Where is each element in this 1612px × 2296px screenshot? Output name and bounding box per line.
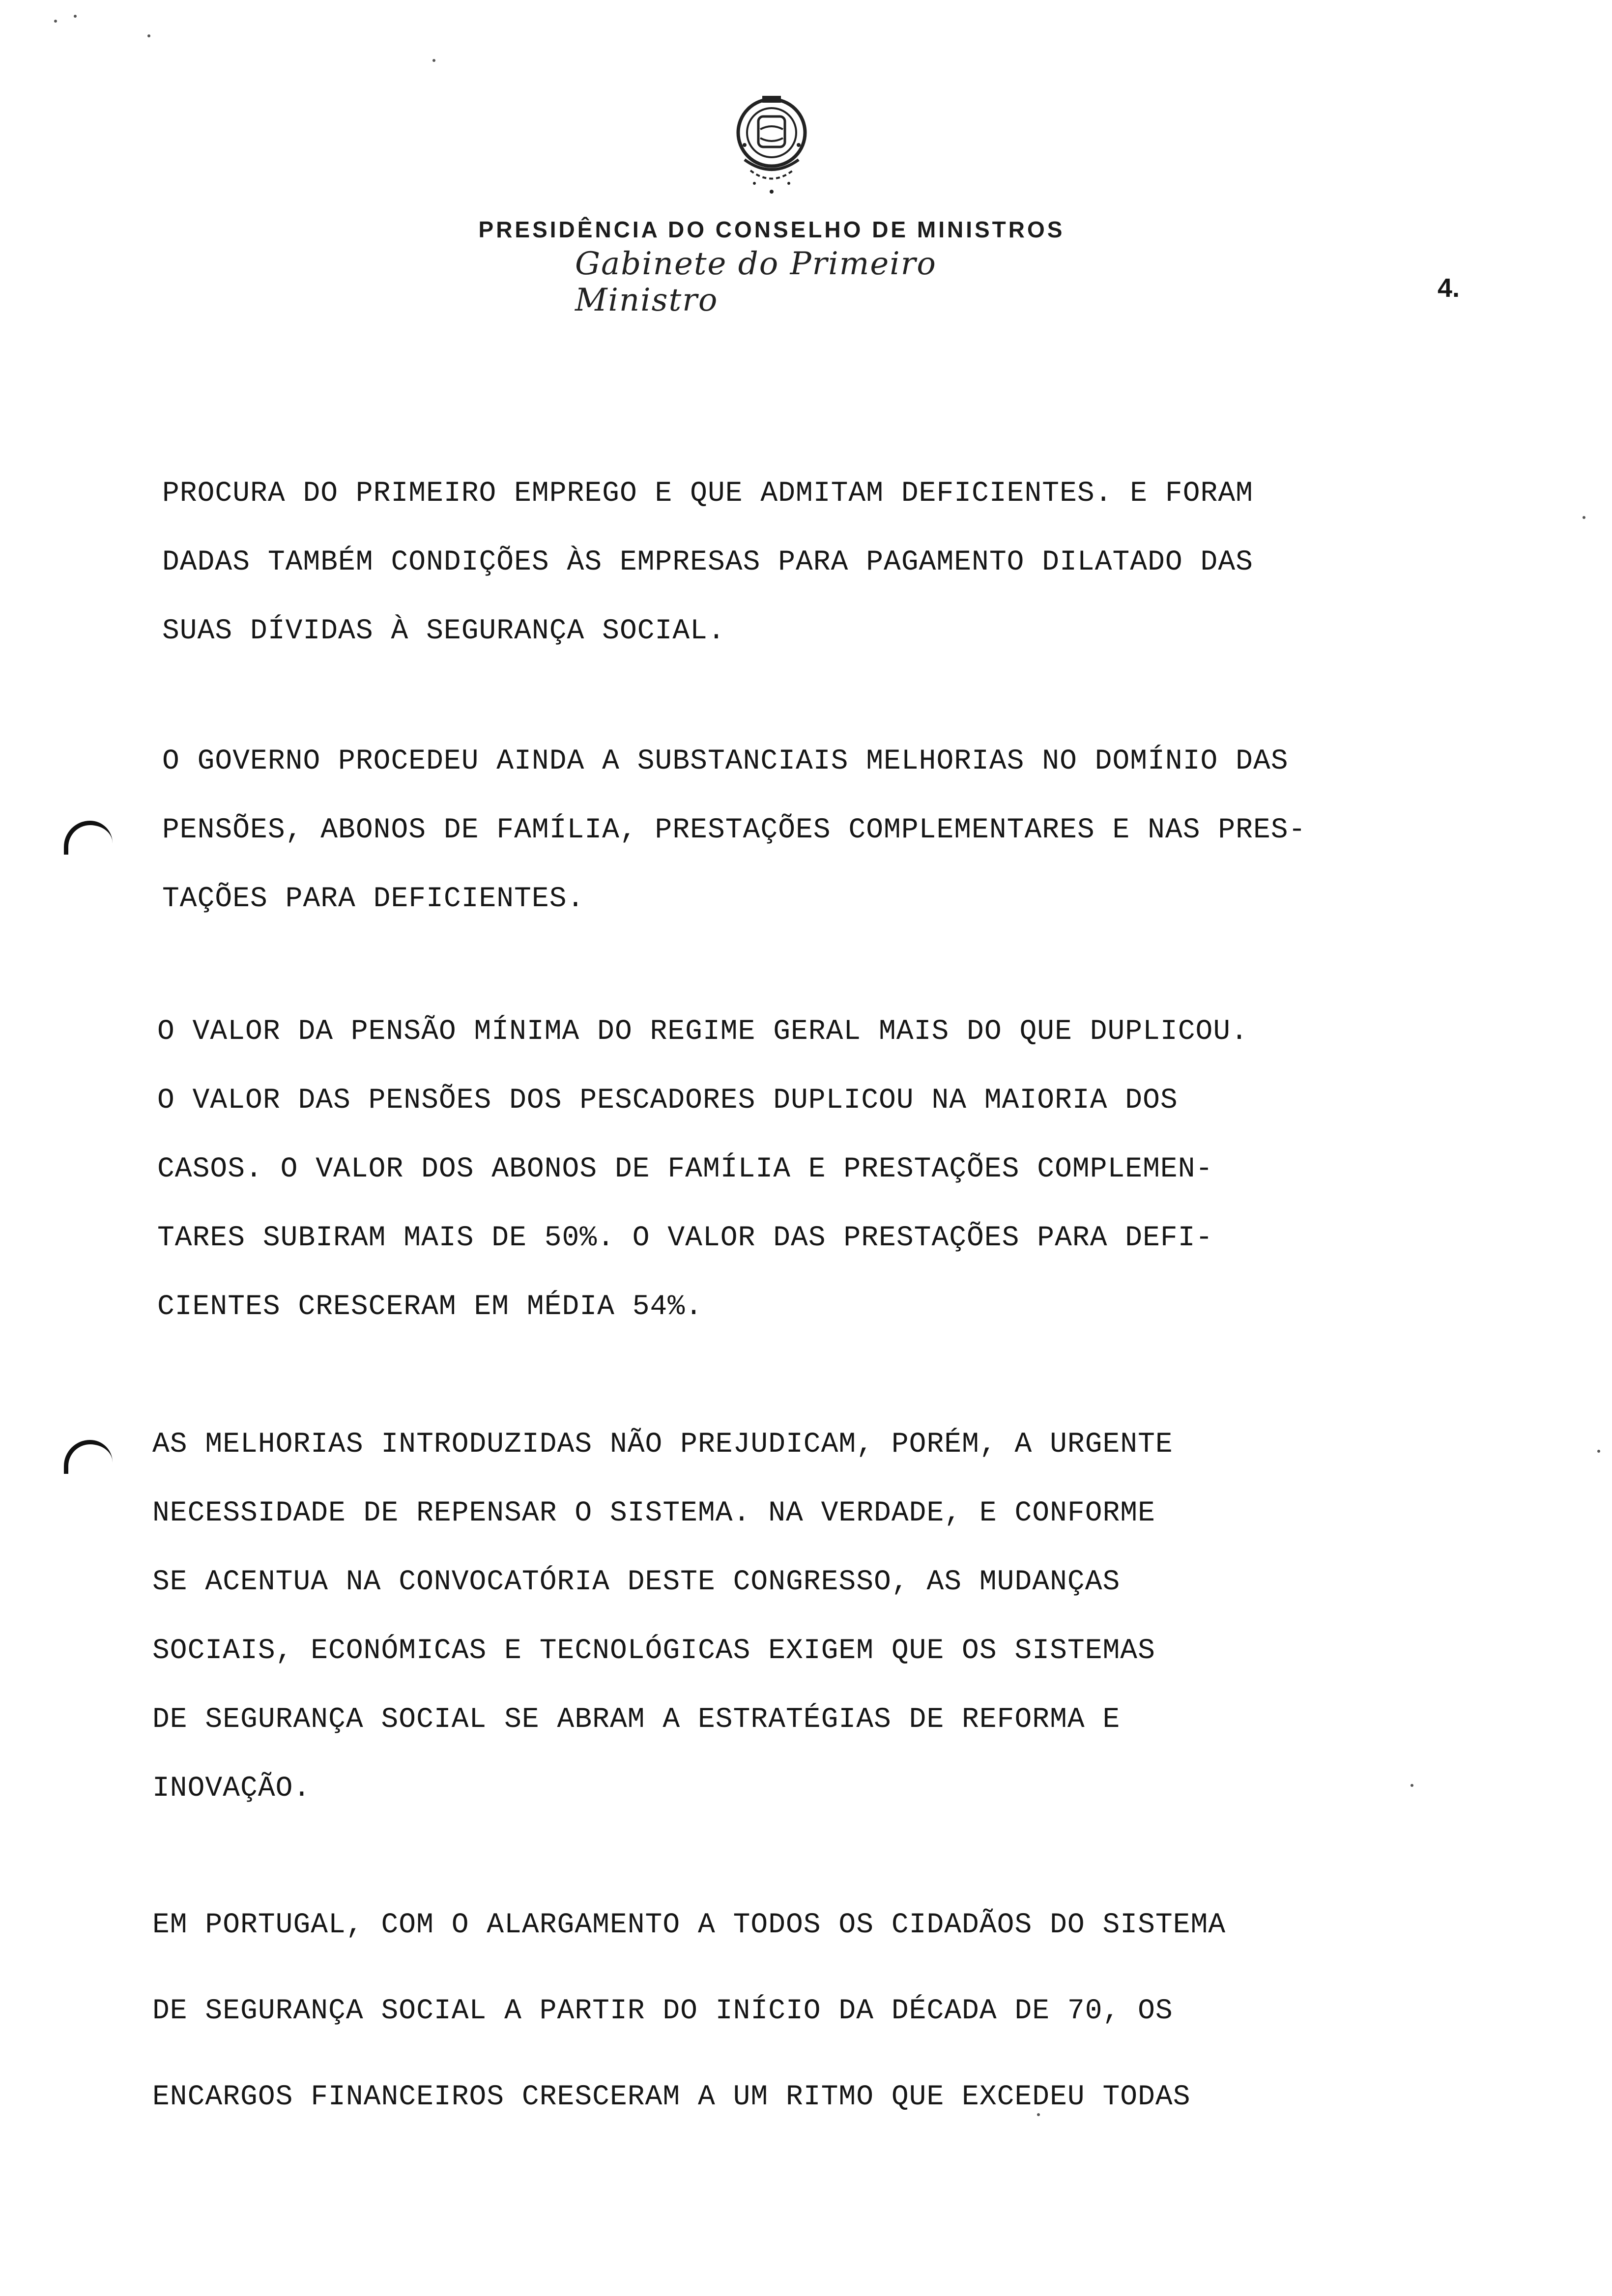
paragraph-1 [162, 459, 1514, 666]
text-line: PROCURA DO PRIMEIRO EMPREGO E QUE ADMITAM DEFICIENTES. E FORAM [162, 478, 1253, 510]
organization-heading: PRESIDÊNCIA DO CONSELHO DE MINISTROS [478, 217, 1065, 242]
text-line: DE SEGURANÇA SOCIAL SE ABRAM A ESTRATÉGIAS DE REFORMA E [152, 1704, 1121, 1736]
scan-speck [1410, 1784, 1413, 1787]
text-line: TARES SUBIRAM MAIS DE 50%. O VALOR DAS PRESTAÇÕES PARA DEFI- [157, 1222, 1213, 1254]
text-line: ENCARGOS FINANCEIROS CRESCERAM A UM RITMO QUE EXCEDEU TODAS [152, 2081, 1191, 2113]
text-line: CASOS. O VALOR DOS ABONOS DE FAMÍLIA E PRESTAÇÕES COMPLEMEN- [157, 1153, 1213, 1185]
text-line: CIENTES CRESCERAM EM MÉDIA 54%. [157, 1291, 703, 1323]
scan-speck [1597, 1450, 1600, 1453]
paragraph-2 [162, 727, 1514, 934]
scan-speck [147, 34, 150, 37]
handwritten-margin-mark [64, 821, 113, 855]
handwritten-margin-mark [64, 1440, 113, 1474]
scan-speck [1037, 2113, 1040, 2116]
text-line: DADAS TAMBÉM CONDIÇÕES ÀS EMPRESAS PARA PAGAMENTO DILATADO DAS [162, 546, 1253, 578]
text-line: SE ACENTUA NA CONVOCATÓRIA DESTE CONGRESSO, AS MUDANÇAS [152, 1566, 1121, 1598]
text-line: O GOVERNO PROCEDEU AINDA A SUBSTANCIAIS MELHORIAS NO DOMÍNIO DAS [162, 746, 1289, 777]
scan-speck [54, 20, 57, 23]
text-line: PENSÕES, ABONOS DE FAMÍLIA, PRESTAÇÕES COMPLEMENTARES E NAS PRES- [162, 814, 1306, 846]
text-line: SOCIAIS, ECONÓMICAS E TECNOLÓGICAS EXIGEM QUE OS SISTEMAS [152, 1635, 1155, 1667]
text-line: TAÇÕES PARA DEFICIENTES. [162, 883, 585, 915]
scan-speck [1583, 516, 1585, 519]
text-line: INOVAÇÃO. [152, 1773, 311, 1805]
text-line: NECESSIDADE DE REPENSAR O SISTEMA. NA VERDADE, E CONFORME [152, 1497, 1155, 1529]
paragraph-4 [152, 1410, 1504, 1823]
scan-speck [74, 15, 77, 18]
cabinet-handwritten-subheading: Gabinete do Primeiro Ministro [575, 246, 937, 318]
paragraph-3 [157, 998, 1509, 1342]
coat-of-arms-seal [715, 81, 828, 204]
paragraph-5 [152, 1882, 1504, 2140]
text-line: SUAS DÍVIDAS À SEGURANÇA SOCIAL. [162, 615, 725, 647]
scan-speck [432, 59, 435, 62]
text-line: EM PORTUGAL, COM O ALARGAMENTO A TODOS OS CIDADÃOS DO SISTEMA [152, 1909, 1226, 1941]
page-number: 4. [1438, 273, 1460, 303]
text-line: O VALOR DAS PENSÕES DOS PESCADORES DUPLICOU NA MAIORIA DOS [157, 1085, 1178, 1117]
text-line: DE SEGURANÇA SOCIAL A PARTIR DO INÍCIO DA DÉCADA DE 70, OS [152, 1995, 1173, 2027]
text-line: AS MELHORIAS INTRODUZIDAS NÃO PREJUDICAM, PORÉM, A URGENTE [152, 1429, 1173, 1461]
text-line: O VALOR DA PENSÃO MÍNIMA DO REGIME GERAL MAIS DO QUE DUPLICOU. [157, 1016, 1248, 1048]
